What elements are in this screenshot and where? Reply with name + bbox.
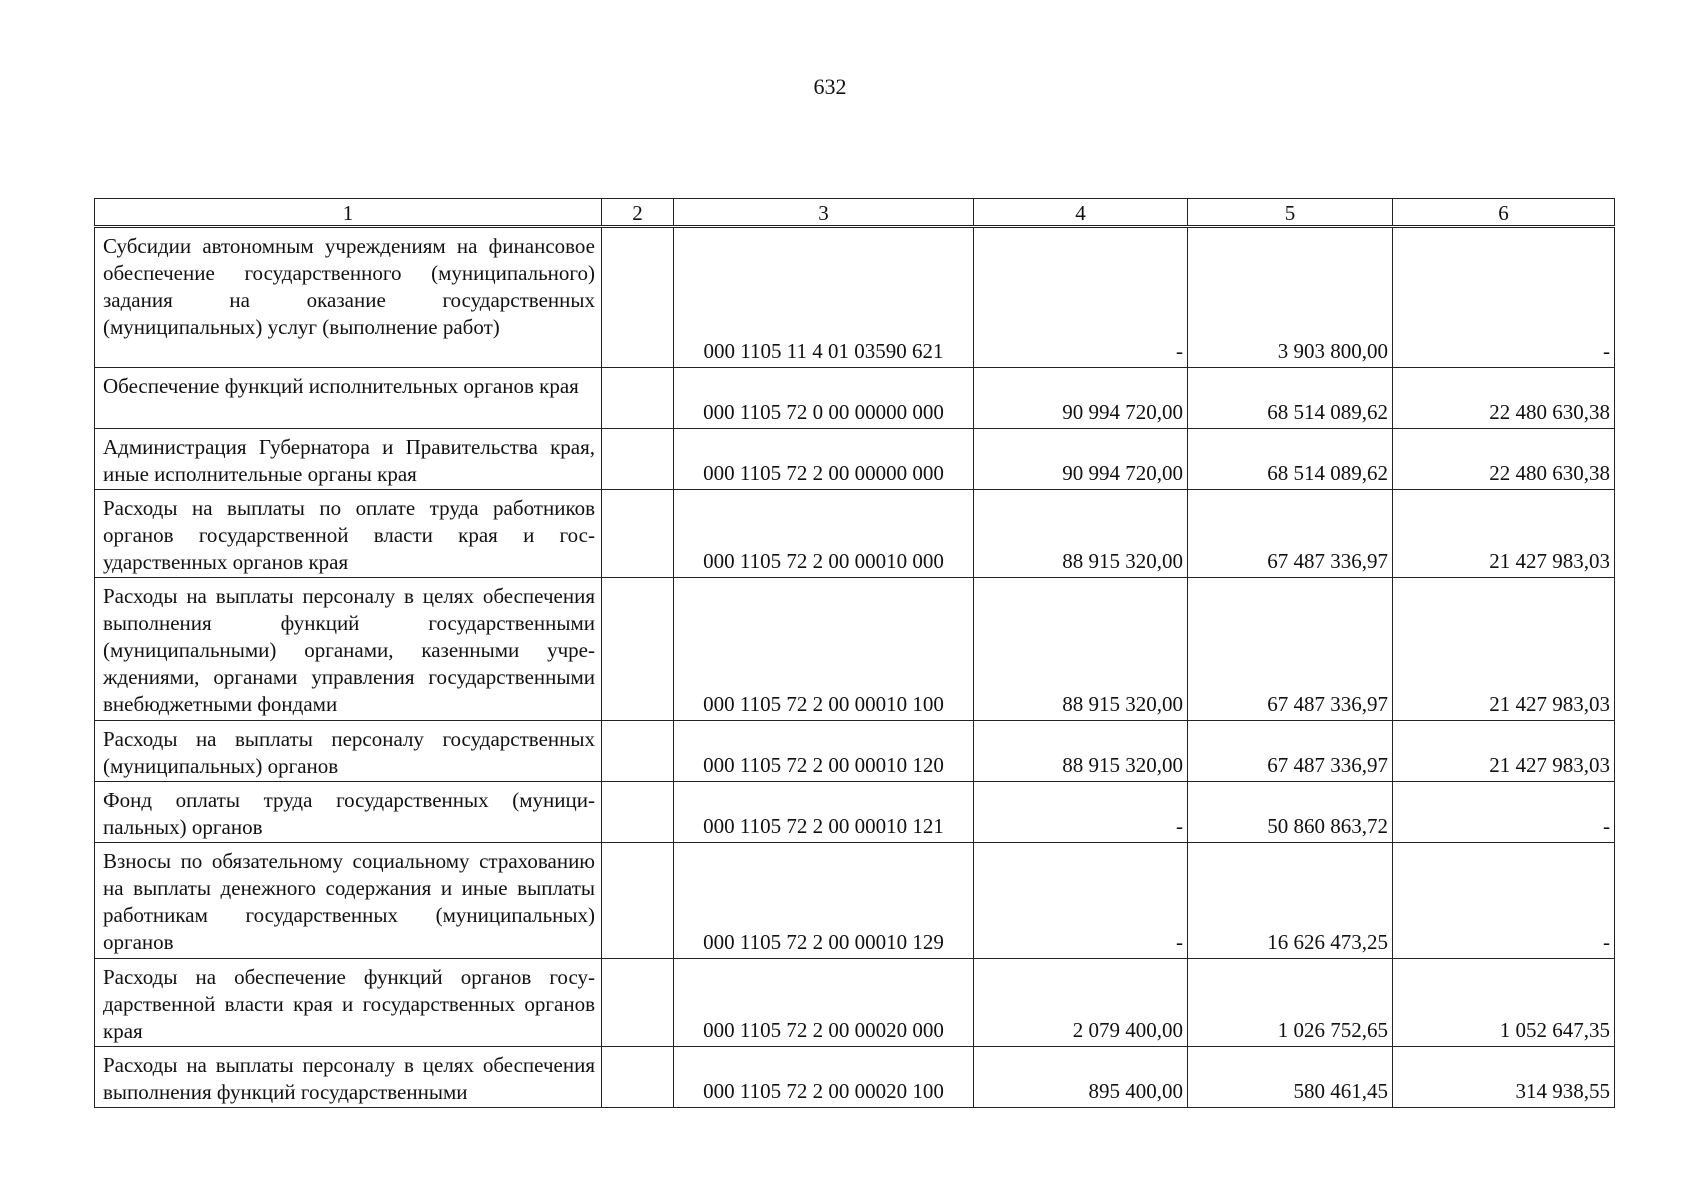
row-col2	[602, 843, 674, 959]
budget-table	[94, 198, 1615, 1108]
row-description: Администрация Губернатора и Правительства края, иные исполнительные органы края	[95, 429, 602, 490]
row-description: Взносы по обязательному социальному страхованию на выплаты денежного содержания и иные выплаты работникам государственных (муниципальных) органов	[95, 843, 602, 959]
row-col6-value: -	[1393, 843, 1615, 959]
row-col2	[602, 1047, 674, 1108]
row-col6-value: 1 052 647,35	[1393, 959, 1615, 1047]
column-header: 6	[1393, 199, 1615, 227]
row-col2	[602, 578, 674, 721]
table-row	[95, 227, 1615, 368]
column-header: 5	[1188, 199, 1393, 227]
row-code: 000 1105 72 2 00 00010 100	[674, 578, 974, 721]
row-col5-value: 67 487 336,97	[1188, 490, 1393, 578]
table-row	[95, 1047, 1615, 1108]
column-header: 3	[674, 199, 974, 227]
row-col5-value: 580 461,45	[1188, 1047, 1393, 1108]
row-col4-value: 2 079 400,00	[974, 959, 1188, 1047]
row-col5-value: 1 026 752,65	[1188, 959, 1393, 1047]
row-col4-value: 88 915 320,00	[974, 721, 1188, 782]
row-description: Расходы на выплаты персоналу государственных (муниципальных) органов	[95, 721, 602, 782]
row-code: 000 1105 72 0 00 00000 000	[674, 368, 974, 429]
row-col6-value: -	[1393, 227, 1615, 368]
row-col2	[602, 368, 674, 429]
row-col5-value: 3 903 800,00	[1188, 227, 1393, 368]
row-col2	[602, 721, 674, 782]
row-description: Расходы на выплаты персоналу в целях обеспечения выполнения функций государственными	[95, 1047, 602, 1108]
row-col4-value: -	[974, 227, 1188, 368]
column-header: 2	[602, 199, 674, 227]
row-code: 000 1105 72 2 00 00010 000	[674, 490, 974, 578]
row-col6-value: 21 427 983,03	[1393, 578, 1615, 721]
row-col6-value: 21 427 983,03	[1393, 721, 1615, 782]
row-description: Субсидии автономным учреждениям на финансовое обеспечение государственного (муниципального) задания на оказание государственных (муниципальных) услуг (выполнение работ)	[95, 227, 602, 368]
row-description: Фонд оплаты труда государственных (муниципальных) органов	[95, 782, 602, 843]
row-description: Расходы на выплаты персоналу в целях обеспечения выполнения функций государственными (муниципальными) органами, казенными учреждениями, органами управления государственными внебюджетными фондами	[95, 578, 602, 721]
row-col5-value: 68 514 089,62	[1188, 429, 1393, 490]
row-code: 000 1105 11 4 01 03590 621	[674, 227, 974, 368]
table-row	[95, 578, 1615, 721]
row-col6-value: -	[1393, 782, 1615, 843]
row-code: 000 1105 72 2 00 00010 120	[674, 721, 974, 782]
table-row	[95, 490, 1615, 578]
row-col4-value: -	[974, 843, 1188, 959]
row-description: Обеспечение функций исполнительных органов края	[95, 368, 602, 429]
column-header: 1	[95, 199, 602, 227]
row-col6-value: 22 480 630,38	[1393, 368, 1615, 429]
row-col2	[602, 429, 674, 490]
row-col5-value: 16 626 473,25	[1188, 843, 1393, 959]
table-row	[95, 429, 1615, 490]
row-code: 000 1105 72 2 00 00010 121	[674, 782, 974, 843]
row-col4-value: 90 994 720,00	[974, 368, 1188, 429]
row-code: 000 1105 72 2 00 00010 129	[674, 843, 974, 959]
row-col2	[602, 959, 674, 1047]
row-description: Расходы на обеспечение функций органов государственной власти края и государственных органов края	[95, 959, 602, 1047]
row-col4-value: 895 400,00	[974, 1047, 1188, 1108]
row-code: 000 1105 72 2 00 00020 100	[674, 1047, 974, 1108]
row-col5-value: 68 514 089,62	[1188, 368, 1393, 429]
table-row	[95, 782, 1615, 843]
row-code: 000 1105 72 2 00 00000 000	[674, 429, 974, 490]
row-col2	[602, 782, 674, 843]
row-col4-value: 90 994 720,00	[974, 429, 1188, 490]
column-header: 4	[974, 199, 1188, 227]
row-col6-value: 21 427 983,03	[1393, 490, 1615, 578]
table-row	[95, 721, 1615, 782]
row-code: 000 1105 72 2 00 00020 000	[674, 959, 974, 1047]
row-col6-value: 314 938,55	[1393, 1047, 1615, 1108]
row-col4-value: -	[974, 782, 1188, 843]
row-col4-value: 88 915 320,00	[974, 490, 1188, 578]
table-row	[95, 368, 1615, 429]
table-row	[95, 843, 1615, 959]
row-col5-value: 67 487 336,97	[1188, 721, 1393, 782]
budget-table-container	[94, 198, 1614, 1108]
table-header-row	[95, 199, 1615, 227]
page-number: 632	[813, 74, 847, 99]
table-row	[95, 959, 1615, 1047]
row-col2	[602, 227, 674, 368]
row-col5-value: 67 487 336,97	[1188, 578, 1393, 721]
row-col6-value: 22 480 630,38	[1393, 429, 1615, 490]
row-col4-value: 88 915 320,00	[974, 578, 1188, 721]
row-description: Расходы на выплаты по оплате труда работников органов государственной власти края и государственных органов края	[95, 490, 602, 578]
row-col5-value: 50 860 863,72	[1188, 782, 1393, 843]
row-col2	[602, 490, 674, 578]
